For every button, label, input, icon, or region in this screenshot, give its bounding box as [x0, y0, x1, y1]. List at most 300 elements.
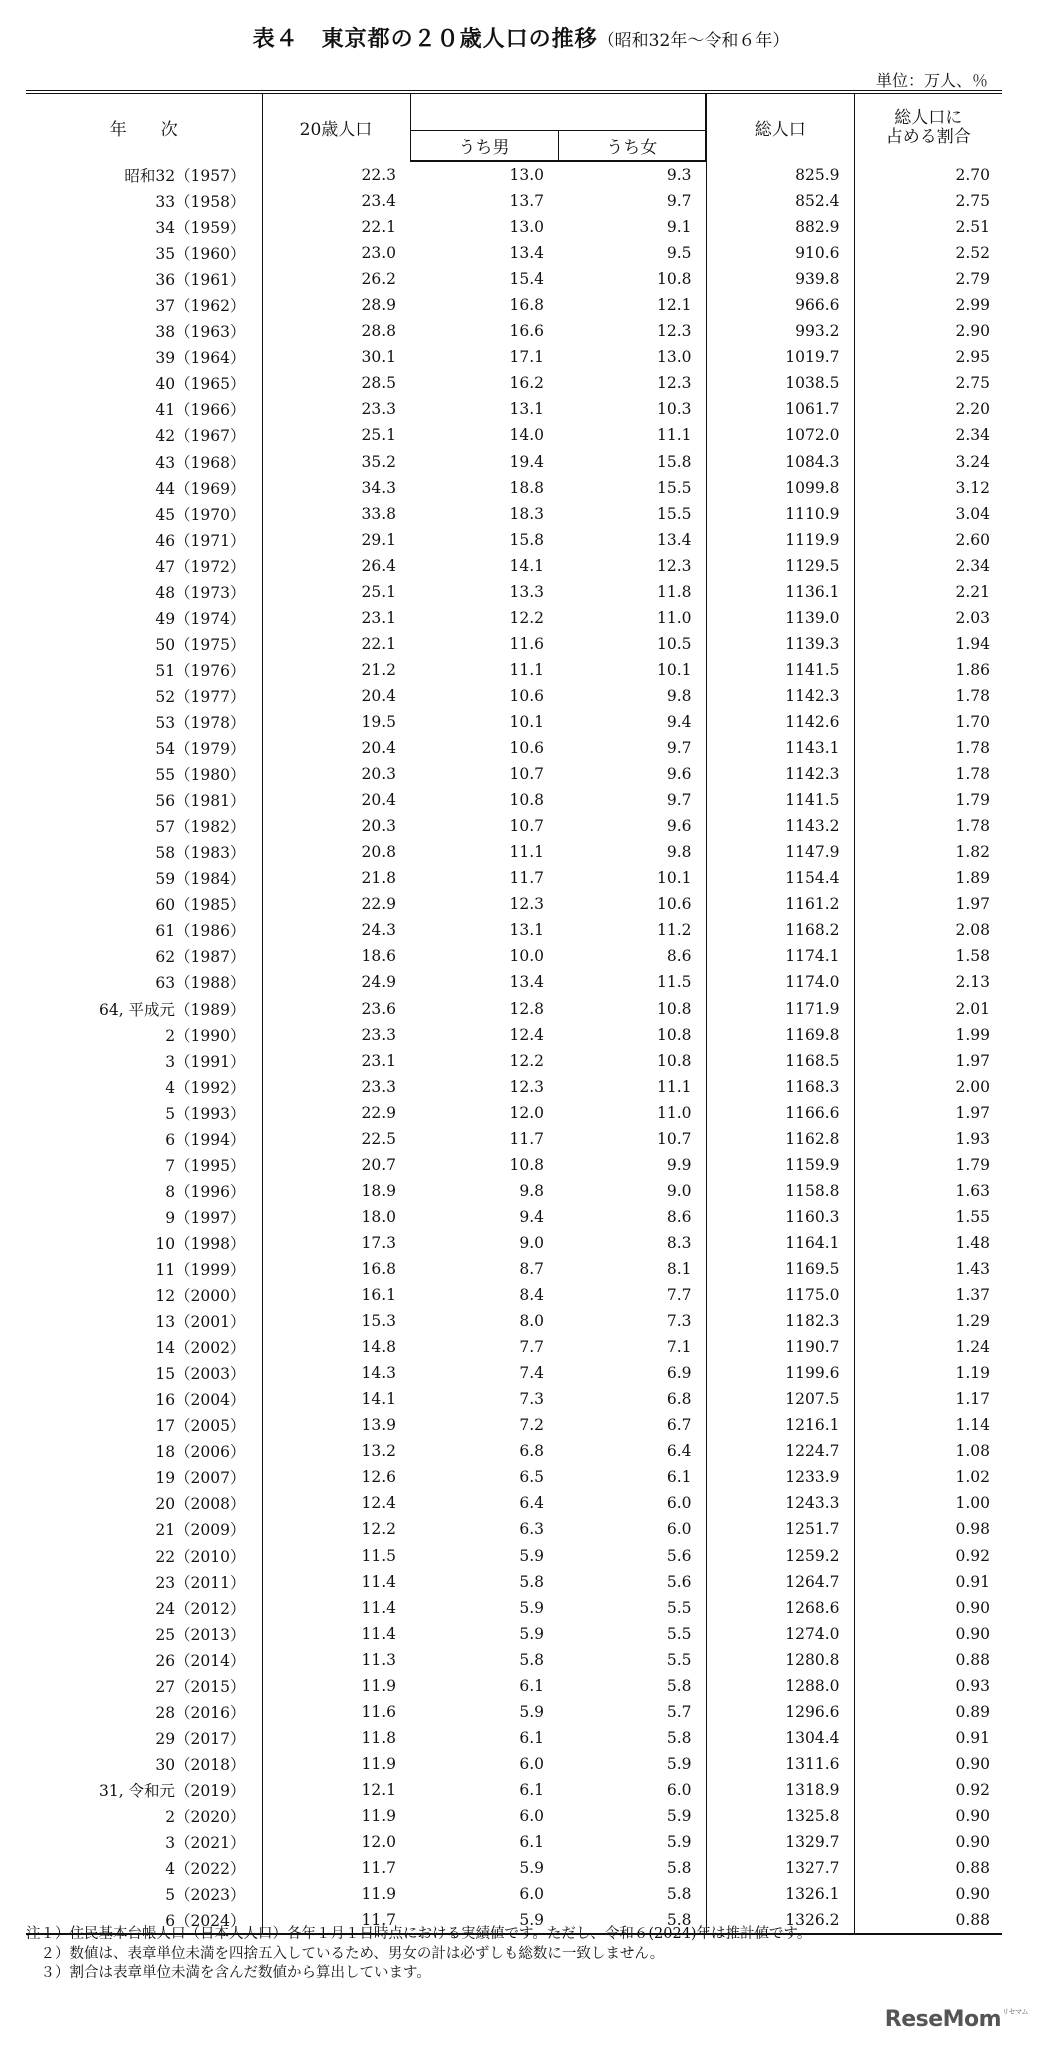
cell-year: 34（1959） — [26, 214, 262, 240]
cell-year: 12（2000） — [26, 1282, 262, 1308]
cell-men: 9.8 — [519, 1181, 544, 1200]
cell-year: 8（1996） — [26, 1178, 262, 1204]
cell-pop20: 12.0 — [361, 1833, 396, 1852]
cell-year: 20（2008） — [26, 1490, 262, 1516]
cell-men: 10.7 — [509, 817, 544, 836]
cell-ratio: 2.21 — [955, 582, 990, 601]
cell-total: 1162.8 — [706, 1126, 854, 1152]
cell-ratio: 2.00 — [955, 1077, 990, 1096]
cell-women: 5.5 — [558, 1595, 706, 1621]
cell-total: 1143.1 — [706, 735, 854, 761]
cell-pop20: 22.1 — [361, 218, 396, 237]
cell-pop20: 23.3 — [361, 400, 396, 419]
cell-pop20: 25.1 — [361, 582, 396, 601]
cell-total: 1251.7 — [706, 1516, 854, 1542]
cell-year: 3（1991） — [26, 1048, 262, 1074]
table-row — [26, 475, 1002, 501]
table-row — [26, 1022, 1002, 1048]
cell-pop20: 26.2 — [361, 270, 396, 289]
header-men: うち男 — [410, 131, 558, 162]
cell-ratio: 1.78 — [955, 765, 990, 784]
cell-women: 9.6 — [558, 761, 706, 787]
cell-year: 30（2018） — [26, 1751, 262, 1777]
cell-women: 12.3 — [558, 553, 706, 579]
cell-year: 39（1964） — [26, 344, 262, 370]
cell-women: 5.9 — [558, 1803, 706, 1829]
cell-ratio: 1.99 — [955, 1025, 990, 1044]
cell-men: 9.4 — [519, 1207, 544, 1226]
cell-pop20: 22.3 — [361, 165, 396, 184]
table-row — [26, 631, 1002, 657]
cell-total: 1161.2 — [706, 891, 854, 917]
cell-women: 11.2 — [558, 917, 706, 943]
cell-year: 59（1984） — [26, 865, 262, 891]
cell-women: 9.1 — [558, 214, 706, 240]
footnotes — [26, 1925, 811, 1984]
cell-pop20: 11.9 — [361, 1885, 396, 1904]
cell-men: 14.0 — [509, 426, 544, 445]
cell-ratio: 1.86 — [955, 660, 990, 679]
header-pop20 — [262, 92, 410, 161]
footnote-2: ２）数値は、表章単位未満を四捨五入しているため、男女の計は必ずしも総数に一致しません。 — [26, 1945, 665, 1962]
cell-pop20: 24.3 — [361, 921, 396, 940]
title-subtitle: （昭和32年～令和６年） — [597, 31, 790, 51]
cell-year: 19（2007） — [26, 1464, 262, 1490]
cell-total: 1288.0 — [706, 1673, 854, 1699]
cell-year: 53（1978） — [26, 709, 262, 735]
cell-year: 6（1994） — [26, 1126, 262, 1152]
table-row — [26, 1490, 1002, 1516]
cell-pop20: 28.9 — [361, 296, 396, 315]
table-row — [26, 1412, 1002, 1438]
cell-pop20: 14.3 — [361, 1364, 396, 1383]
cell-ratio: 1.55 — [955, 1207, 990, 1226]
cell-total: 1182.3 — [706, 1308, 854, 1334]
cell-ratio: 2.34 — [955, 556, 990, 575]
cell-ratio: 0.98 — [955, 1520, 990, 1539]
cell-total: 1129.5 — [706, 553, 854, 579]
table-row — [26, 996, 1002, 1022]
cell-total: 1264.7 — [706, 1569, 854, 1595]
cell-men: 10.7 — [509, 765, 544, 784]
cell-ratio: 0.90 — [955, 1833, 990, 1852]
cell-men: 10.0 — [509, 947, 544, 966]
cell-year: 41（1966） — [26, 396, 262, 422]
cell-women: 9.3 — [558, 161, 706, 188]
table-row — [26, 1256, 1002, 1282]
cell-women: 5.8 — [558, 1725, 706, 1751]
cell-women: 10.1 — [558, 657, 706, 683]
cell-pop20: 18.9 — [361, 1181, 396, 1200]
cell-year: 11（1999） — [26, 1256, 262, 1282]
cell-ratio: 1.70 — [955, 713, 990, 731]
cell-ratio: 2.01 — [955, 999, 990, 1018]
cell-year: 2（2020） — [26, 1803, 262, 1829]
cell-total: 1166.6 — [706, 1100, 854, 1126]
table-row — [26, 422, 1002, 448]
cell-pop20: 14.8 — [361, 1338, 396, 1357]
cell-total: 1139.0 — [706, 605, 854, 631]
cell-year: 23（2011） — [26, 1569, 262, 1595]
table-row — [26, 292, 1002, 318]
cell-men: 11.1 — [509, 660, 544, 679]
cell-men: 12.0 — [509, 1103, 544, 1122]
cell-year: 48（1973） — [26, 579, 262, 605]
cell-women: 10.3 — [558, 396, 706, 422]
cell-total: 1168.3 — [706, 1074, 854, 1100]
cell-year: 29（2017） — [26, 1725, 262, 1751]
cell-total: 1142.6 — [706, 709, 854, 735]
cell-total: 1139.3 — [706, 631, 854, 657]
cell-ratio: 2.08 — [955, 921, 990, 940]
cell-pop20: 14.1 — [361, 1390, 396, 1409]
cell-year: 3（2021） — [26, 1829, 262, 1855]
cell-women: 11.8 — [558, 579, 706, 605]
header-total: 総人口 — [706, 92, 854, 161]
cell-total: 1160.3 — [706, 1204, 854, 1230]
cell-pop20: 11.8 — [361, 1728, 396, 1747]
cell-pop20: 20.3 — [361, 765, 396, 784]
cell-ratio: 1.14 — [955, 1416, 990, 1435]
logo-small-text: リセマム — [1002, 2008, 1028, 2016]
cell-ratio: 2.52 — [955, 244, 990, 263]
cell-year: 38（1963） — [26, 318, 262, 344]
cell-total: 1304.4 — [706, 1725, 854, 1751]
cell-total: 1119.9 — [706, 527, 854, 553]
table-row — [26, 1386, 1002, 1412]
cell-women: 8.6 — [558, 1204, 706, 1230]
cell-year: 14（2002） — [26, 1334, 262, 1360]
cell-pop20: 18.0 — [361, 1207, 396, 1226]
table-row — [26, 1230, 1002, 1256]
cell-total: 1169.5 — [706, 1256, 854, 1282]
cell-year: 21（2009） — [26, 1516, 262, 1542]
table-row — [26, 1074, 1002, 1100]
cell-year: 46（1971） — [26, 527, 262, 553]
cell-women: 12.1 — [558, 292, 706, 318]
cell-men: 5.9 — [410, 1907, 558, 1934]
cell-men: 6.5 — [519, 1468, 544, 1487]
cell-men: 6.0 — [519, 1885, 544, 1904]
table-row — [26, 1126, 1002, 1152]
cell-year: 13（2001） — [26, 1308, 262, 1334]
table-row — [26, 657, 1002, 683]
cell-year: 51（1976） — [26, 657, 262, 683]
cell-men: 13.7 — [509, 192, 544, 211]
cell-men: 5.9 — [519, 1859, 544, 1878]
cell-total: 1141.5 — [706, 787, 854, 813]
cell-pop20: 12.6 — [361, 1468, 396, 1487]
cell-total: 910.6 — [706, 240, 854, 266]
cell-pop20: 20.3 — [361, 817, 396, 836]
cell-pop20: 28.5 — [361, 374, 396, 393]
cell-year: 60（1985） — [26, 891, 262, 917]
cell-total: 1243.3 — [706, 1490, 854, 1516]
cell-men: 15.8 — [509, 530, 544, 549]
cell-total: 1072.0 — [706, 422, 854, 448]
cell-pop20: 23.4 — [361, 192, 396, 211]
cell-pop20: 11.9 — [361, 1806, 396, 1825]
cell-pop20: 25.1 — [361, 426, 396, 445]
cell-total: 1326.1 — [706, 1881, 854, 1907]
cell-ratio: 2.70 — [955, 165, 990, 184]
cell-year: 2（1990） — [26, 1022, 262, 1048]
cell-pop20: 11.4 — [361, 1598, 396, 1617]
cell-total: 882.9 — [706, 214, 854, 240]
cell-total: 1154.4 — [706, 865, 854, 891]
table-row — [26, 161, 1002, 188]
cell-total: 1084.3 — [706, 449, 854, 475]
table-row — [26, 344, 1002, 370]
cell-ratio: 1.58 — [955, 947, 990, 966]
cell-year: 52（1977） — [26, 683, 262, 709]
table-row — [26, 1204, 1002, 1230]
cell-year: 4（2022） — [26, 1855, 262, 1881]
cell-women: 7.7 — [558, 1282, 706, 1308]
cell-ratio: 1.97 — [955, 1051, 990, 1070]
cell-men: 12.8 — [509, 999, 544, 1018]
table-row — [26, 813, 1002, 839]
cell-men: 13.0 — [509, 218, 544, 237]
cell-women: 12.3 — [558, 318, 706, 344]
cell-pop20: 35.2 — [361, 452, 396, 471]
footnote-1: 注１）住民基本台帳人口（日本人人口）各年１月１日時点における実績値です。ただし、令和６(2024)年は推計値です。 — [26, 1926, 812, 1942]
cell-ratio: 0.88 — [955, 1859, 990, 1878]
cell-women: 8.6 — [558, 943, 706, 969]
cell-total: 1311.6 — [706, 1751, 854, 1777]
cell-women: 5.5 — [558, 1621, 706, 1647]
table-row — [26, 318, 1002, 344]
cell-men: 12.3 — [509, 1077, 544, 1096]
cell-ratio: 1.17 — [955, 1390, 990, 1409]
cell-men: 18.3 — [509, 504, 544, 523]
cell-pop20: 11.9 — [361, 1676, 396, 1695]
cell-total: 1158.8 — [706, 1178, 854, 1204]
cell-women: 5.9 — [558, 1751, 706, 1777]
table-row — [26, 605, 1002, 631]
cell-pop20: 22.5 — [361, 1129, 396, 1148]
cell-year: 4（1992） — [26, 1074, 262, 1100]
cell-women: 10.8 — [558, 266, 706, 292]
cell-men: 18.8 — [509, 478, 544, 497]
table-row — [26, 527, 1002, 553]
cell-pop20: 11.7 — [361, 1859, 396, 1878]
cell-women: 11.0 — [558, 1100, 706, 1126]
table-row — [26, 683, 1002, 709]
cell-ratio: 3.24 — [955, 452, 990, 471]
cell-women: 15.5 — [558, 475, 706, 501]
table-row — [26, 1464, 1002, 1490]
cell-women: 13.0 — [558, 344, 706, 370]
header-ratio — [854, 92, 1002, 161]
title-main: 表４ 東京都の２０歳人口の推移 — [252, 27, 598, 52]
header-year: 年 次 — [26, 92, 262, 161]
cell-pop20: 16.1 — [361, 1286, 396, 1305]
cell-women: 10.7 — [558, 1126, 706, 1152]
cell-women: 6.8 — [558, 1386, 706, 1412]
cell-pop20: 11.6 — [361, 1702, 396, 1721]
cell-men: 13.3 — [509, 582, 544, 601]
cell-women: 7.1 — [558, 1334, 706, 1360]
cell-men: 6.3 — [519, 1520, 544, 1539]
cell-total: 1168.5 — [706, 1048, 854, 1074]
table-body — [26, 161, 1002, 1934]
cell-year: 25（2013） — [26, 1621, 262, 1647]
table-row — [26, 787, 1002, 813]
table-row — [26, 188, 1002, 214]
header-gender-spacer — [410, 92, 706, 131]
cell-year: 61（1986） — [26, 917, 262, 943]
cell-pop20: 28.8 — [361, 322, 396, 341]
cell-women: 9.7 — [558, 188, 706, 214]
cell-men: 13.4 — [509, 973, 544, 992]
cell-pop20: 18.6 — [361, 947, 396, 966]
cell-ratio: 0.91 — [955, 1728, 990, 1747]
table-row — [26, 1569, 1002, 1595]
cell-ratio: 0.90 — [955, 1806, 990, 1825]
cell-ratio: 1.19 — [955, 1364, 990, 1383]
population-table-wrapper — [26, 90, 988, 1935]
cell-pop20: 20.4 — [361, 686, 396, 705]
table-row — [26, 891, 1002, 917]
cell-women: 5.6 — [558, 1569, 706, 1595]
cell-men: 6.1 — [519, 1676, 544, 1695]
cell-women: 9.4 — [558, 709, 706, 735]
cell-total: 1110.9 — [706, 501, 854, 527]
cell-year: 24（2012） — [26, 1595, 262, 1621]
table-row — [26, 501, 1002, 527]
cell-total: 1274.0 — [706, 1621, 854, 1647]
cell-ratio: 1.37 — [955, 1286, 990, 1305]
cell-men: 5.8 — [519, 1572, 544, 1591]
table-row — [26, 969, 1002, 995]
cell-women: 10.6 — [558, 891, 706, 917]
cell-ratio: 0.92 — [955, 1780, 990, 1799]
cell-year: 35（1960） — [26, 240, 262, 266]
cell-ratio: 1.89 — [955, 869, 990, 888]
cell-women: 9.0 — [558, 1178, 706, 1204]
cell-ratio: 1.02 — [955, 1468, 990, 1487]
cell-men: 11.6 — [509, 634, 544, 653]
table-row — [26, 266, 1002, 292]
cell-men: 16.8 — [509, 296, 544, 315]
cell-pop20: 30.1 — [361, 348, 396, 367]
table-row — [26, 1803, 1002, 1829]
cell-men: 14.1 — [509, 556, 544, 575]
header-women: うち女 — [558, 131, 706, 162]
cell-pop20: 26.4 — [361, 556, 396, 575]
cell-men: 8.7 — [519, 1259, 544, 1278]
cell-ratio: 0.88 — [955, 1650, 990, 1669]
cell-total: 1296.6 — [706, 1699, 854, 1725]
cell-total: 1199.6 — [706, 1360, 854, 1386]
header-ratio-line1: 総人口に — [894, 107, 963, 128]
cell-total: 1142.3 — [706, 761, 854, 787]
table-header — [26, 92, 1002, 161]
cell-total: 1169.8 — [706, 1022, 854, 1048]
cell-total: 1142.3 — [706, 683, 854, 709]
cell-year: 45（1970） — [26, 501, 262, 527]
cell-men: 10.8 — [509, 1155, 544, 1174]
cell-pop20: 34.3 — [361, 478, 396, 497]
page-title — [0, 22, 1042, 53]
cell-women: 6.0 — [558, 1516, 706, 1542]
table-row — [26, 1100, 1002, 1126]
table-row — [26, 1621, 1002, 1647]
cell-men: 11.7 — [509, 869, 544, 888]
cell-men: 19.4 — [509, 452, 544, 471]
cell-total: 1174.1 — [706, 943, 854, 969]
cell-total: 1143.2 — [706, 813, 854, 839]
cell-total: 1207.5 — [706, 1386, 854, 1412]
cell-ratio: 0.93 — [955, 1676, 990, 1695]
cell-women: 12.3 — [558, 370, 706, 396]
cell-pop20: 17.3 — [361, 1233, 396, 1252]
cell-women: 5.9 — [558, 1829, 706, 1855]
cell-pop20: 11.7 — [262, 1907, 410, 1934]
table-row — [26, 1516, 1002, 1542]
cell-ratio: 2.79 — [955, 270, 990, 289]
cell-year: 36（1961） — [26, 266, 262, 292]
cell-pop20: 12.1 — [361, 1780, 396, 1799]
cell-total: 1233.9 — [706, 1464, 854, 1490]
cell-pop20: 12.2 — [361, 1520, 396, 1539]
cell-women: 5.5 — [558, 1647, 706, 1673]
cell-ratio: 0.90 — [955, 1624, 990, 1643]
cell-total: 1164.1 — [706, 1230, 854, 1256]
cell-women: 5.8 — [558, 1855, 706, 1881]
cell-pop20: 11.3 — [361, 1650, 396, 1669]
cell-men: 10.8 — [509, 791, 544, 810]
table-row — [26, 553, 1002, 579]
cell-ratio: 1.79 — [955, 1155, 990, 1174]
cell-men: 10.1 — [509, 713, 544, 731]
table-row — [26, 761, 1002, 787]
cell-total: 1259.2 — [706, 1542, 854, 1568]
cell-total: 1326.2 — [706, 1907, 854, 1934]
cell-ratio: 1.78 — [955, 739, 990, 758]
cell-ratio: 2.51 — [955, 218, 990, 237]
cell-year: 33（1958） — [26, 188, 262, 214]
cell-total: 1061.7 — [706, 396, 854, 422]
cell-ratio: 3.04 — [955, 504, 990, 523]
cell-women: 9.5 — [558, 240, 706, 266]
cell-men: 13.1 — [509, 921, 544, 940]
cell-year: 15（2003） — [26, 1360, 262, 1386]
cell-men: 10.6 — [509, 686, 544, 705]
cell-men: 12.3 — [509, 895, 544, 914]
cell-year: 37（1962） — [26, 292, 262, 318]
cell-pop20: 11.4 — [361, 1624, 396, 1643]
header-pop20-label: 20歳人口 — [299, 120, 373, 140]
cell-year: 62（1987） — [26, 943, 262, 969]
cell-men: 5.9 — [519, 1702, 544, 1721]
cell-year: 55（1980） — [26, 761, 262, 787]
cell-men: 6.1 — [519, 1833, 544, 1852]
cell-pop20: 22.1 — [361, 634, 396, 653]
cell-pop20: 24.9 — [361, 973, 396, 992]
cell-total: 1318.9 — [706, 1777, 854, 1803]
cell-total: 939.8 — [706, 266, 854, 292]
cell-women: 9.7 — [558, 787, 706, 813]
cell-year: 31, 令和元（2019） — [26, 1777, 262, 1803]
table-row — [26, 1334, 1002, 1360]
cell-women: 15.8 — [558, 449, 706, 475]
cell-year: 5（1993） — [26, 1100, 262, 1126]
cell-men: 8.0 — [519, 1312, 544, 1331]
cell-pop20: 11.9 — [361, 1754, 396, 1773]
table-row — [26, 1725, 1002, 1751]
